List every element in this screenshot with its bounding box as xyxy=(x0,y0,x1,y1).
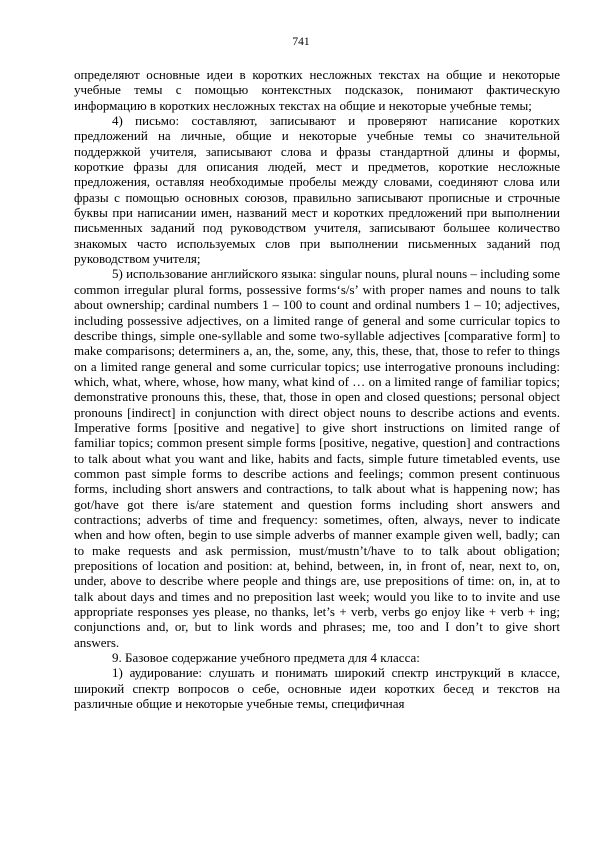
document-body xyxy=(74,67,560,711)
paragraph-listening: 1) аудирование: слушать и понимать широкий спектр инструкций в классе, широкий спектр вопросов о себе, основные идеи коротких бесед и текстов на различные общие и некоторые учебные темы, специфичная xyxy=(74,665,560,712)
paragraph-writing: 4) письмо: составляют, записывают и проверяют написание коротких предложений на личные, общие и некоторые учебные темы со значительной поддержкой учителя, записывают слова и фразы стандартной длины и формы, короткие фразы для описания людей, мест и предметов, короткие несложные предложения, оставляя необходимые пробелы между словами, соединяют слова или фразы с помощью основных союзов, правильно записывают прописные и строчные буквы при написании имен, названий мест и коротких предложений при выполнении письменных заданий под руководством учителя, записывают большее количество знакомых часто используемых слов при выполнении письменных заданий под руководством учителя; xyxy=(74,113,560,267)
page-number: 741 xyxy=(292,36,310,48)
paragraph-english-usage: 5) использование английского языка: singular nouns, plural nouns – including some common irregular plural forms, possessive forms‘s/s’ with proper names and nouns to talk about ownership; cardinal numbers 1 – 100 to count and ordinal numbers 1 – 10; adjectives, including possessive adjectives, on a limited range of general and some curricular topics to describe things, simple one-syllable and some two-syllable adjectives [comparative form] to make comparisons; determiners a, an, the, some, any, this, these, that, those to refer to things on a limited range general and some curricular topics; use interrogative pronouns including: which, what, where, whose, how many, what kind of … on a limited range of familiar topics; demonstrative pronouns this, these, that, those in open and closed questions; personal object pronouns [indirect] in conjunction with direct object nouns to describe actions and events. Imperative forms [positive and negative] to give short instructions on limited range of familiar topics; common present simple forms [positive, negative, question] and contractions to talk about what you want and like, habits and facts, simple future timetabled events, use common past simple forms to describe actions and feelings; common present continuous forms, including short answers and contractions, to talk about what is happening now; has got/have got there is/are statement and question forms including short answers and contractions; adverbs of time and frequency: sometimes, often, always, never to indicate when and how often, begin to use simple adverbs of manner example given well, badly; can to make requests and ask permission, must/mustn’t/have to to talk about obligation; prepositions of location and position: at, behind, between, in, in front of, near, next to, on, under, above to describe where people and things are, use prepositions of time: on, in, at to talk about days and times and no preposition last week; would you like to to invite and use appropriate responses yes please, no thanks, let’s + verb, verbs go enjoy like + verb + ing; conjunctions and, or, but to link words and phrases; me, too and I don’t to give short answers. xyxy=(74,266,560,650)
section-heading-grade-4: 9. Базовое содержание учебного предмета для 4 класса: xyxy=(112,650,420,666)
paragraph-continuation: определяют основные идеи в коротких несложных текстах на общие и некоторые учебные темы с помощью контекстных подсказок, понимают фактическую информацию в коротких несложных текстах на общие и некоторые учебные темы; xyxy=(74,67,560,113)
